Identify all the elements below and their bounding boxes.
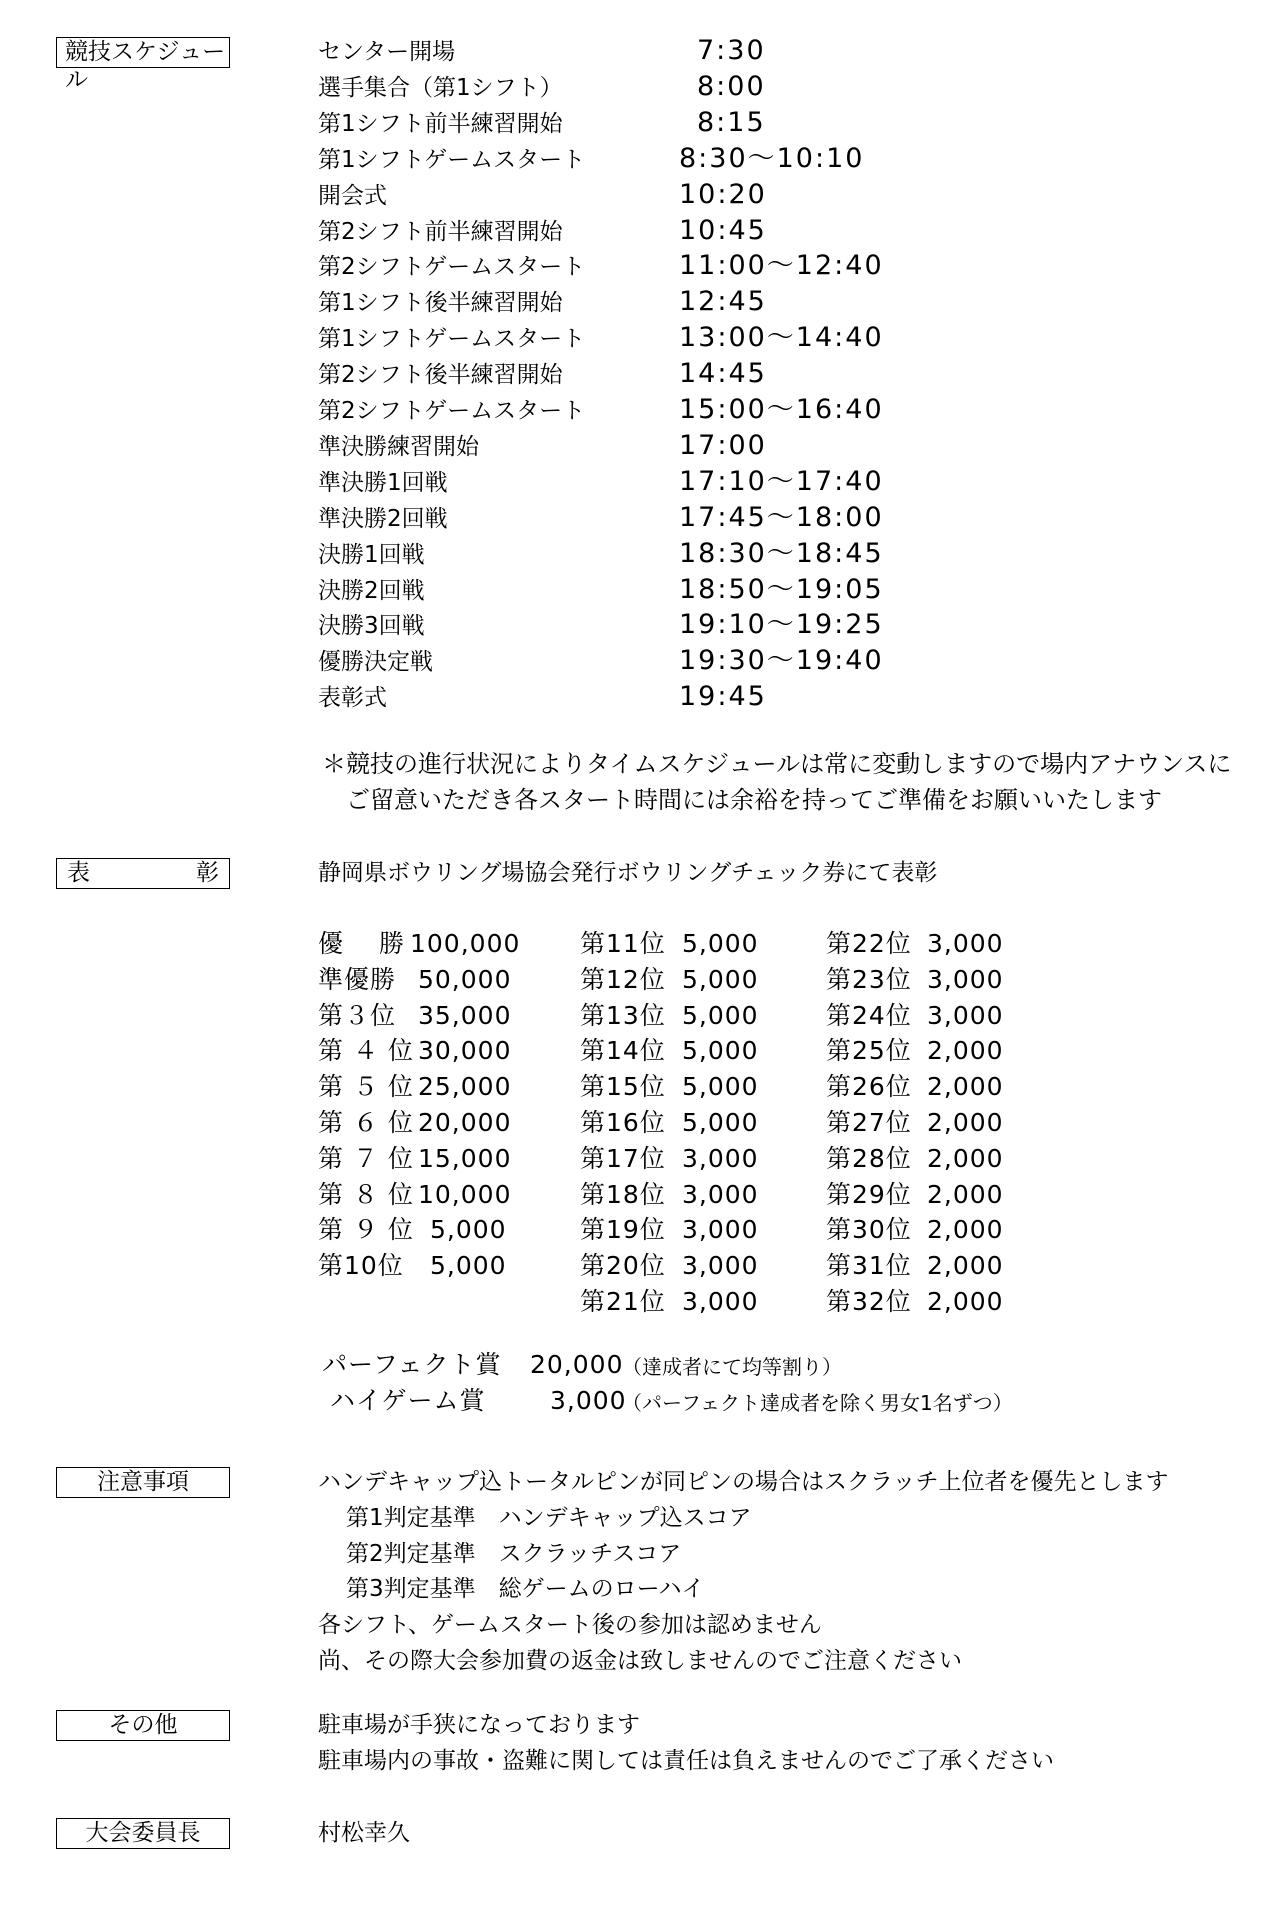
- award-amount: 50,000: [418, 964, 512, 994]
- schedule-note-line1: ＊競技の進行状況によりタイムスケジュールは常に変動しますので場内アナウンスに: [322, 750, 1232, 778]
- award-label-left: 表: [67, 860, 90, 886]
- award-rank: 第17位: [580, 1143, 666, 1173]
- award-amount: 3,000: [682, 1251, 759, 1281]
- schedule-time: 10:45: [679, 214, 767, 246]
- award-rank: 第 ４ 位: [318, 1036, 414, 1066]
- award-label-right: 彰: [196, 860, 219, 886]
- award-rank: 第11位: [580, 929, 666, 958]
- award-rank: 第10位: [318, 1251, 404, 1281]
- award-amount: 35,000: [418, 1000, 512, 1030]
- schedule-time: 19:10～19:25: [679, 609, 884, 641]
- schedule-time: 12:45: [679, 286, 767, 318]
- schedule-time: 8:30～10:10: [679, 142, 865, 174]
- schedule-event: 決勝2回戦: [318, 577, 425, 604]
- schedule-event: 表彰式: [318, 685, 387, 712]
- schedule-time: 10:20: [679, 178, 767, 210]
- award-amount: 15,000: [418, 1143, 512, 1173]
- schedule-event: 準決勝練習開始: [318, 433, 479, 460]
- schedule-event: 開会式: [318, 182, 387, 209]
- award-amount: 2,000: [927, 1179, 1004, 1209]
- schedule-time: 19:45: [679, 681, 767, 713]
- schedule-event: 第2シフト前半練習開始: [318, 218, 563, 245]
- caution-line: 第1判定基準 ハンデキャップ込スコア: [346, 1504, 752, 1531]
- award-amount: 3,000: [927, 1000, 1004, 1030]
- schedule-time: 17:00: [679, 429, 767, 461]
- award-rank: 第31位: [826, 1251, 912, 1281]
- schedule-event: 第1シフトゲームスタート: [318, 146, 586, 173]
- award-rank: 第15位: [580, 1072, 666, 1102]
- award-amount: 5,000: [682, 1108, 759, 1137]
- special-prize-note: （達成者にて均等割り）: [622, 1355, 842, 1379]
- award-rank: 第 ９ 位: [318, 1215, 414, 1245]
- other-line: 駐車場が手狭になっております: [318, 1712, 640, 1738]
- caution-line: ハンデキャップ込トータルピンが同ピンの場合はスクラッチ上位者を優先とします: [318, 1469, 1169, 1495]
- award-rank: 第19位: [580, 1215, 666, 1245]
- award-rank: 第21位: [580, 1287, 666, 1316]
- award-amount: 5,000: [682, 1072, 759, 1102]
- award-rank: 第 ８ 位: [318, 1179, 414, 1209]
- award-amount: 2,000: [927, 1072, 1004, 1102]
- award-amount: 2,000: [927, 1143, 1004, 1173]
- schedule-event: 第1シフト後半練習開始: [318, 290, 563, 317]
- other-label: その他: [56, 1710, 230, 1741]
- special-prize-amount: 20,000: [530, 1350, 624, 1379]
- special-prize-amount: 3,000: [550, 1386, 627, 1415]
- award-amount: 20,000: [418, 1108, 512, 1137]
- caution-line: 尚、その際大会参加費の返金は致しませんのでご注意ください: [318, 1648, 962, 1674]
- other-line: 駐車場内の事故・盗難に関しては責任は負えませんのでご了承ください: [318, 1748, 1054, 1774]
- award-rank: 第20位: [580, 1251, 666, 1281]
- award-rank: 第13位: [580, 1000, 666, 1030]
- special-prize-name: ハイゲーム賞: [330, 1386, 486, 1415]
- schedule-event: 優勝決定戦: [318, 649, 433, 676]
- schedule-time: 15:00～16:40: [679, 394, 884, 425]
- schedule-time: 17:45～18:00: [679, 501, 884, 533]
- schedule-event: 準決勝2回戦: [318, 505, 448, 532]
- award-rank: 第22位: [826, 929, 912, 958]
- schedule-time: 8:00: [697, 70, 766, 102]
- schedule-time: 17:10～17:40: [679, 465, 884, 497]
- award-amount: 10,000: [418, 1179, 512, 1209]
- award-amount: 2,000: [927, 1036, 1004, 1066]
- schedule-event: 第2シフトゲームスタート: [318, 398, 586, 424]
- award-rank: 第25位: [826, 1036, 912, 1066]
- caution-label: 注意事項: [56, 1467, 230, 1498]
- schedule-event: センター開場: [318, 39, 456, 65]
- award-rank: 第 ７ 位: [318, 1143, 414, 1173]
- award-amount: 2,000: [927, 1251, 1004, 1281]
- schedule-event: 第1シフト前半練習開始: [318, 110, 563, 137]
- schedule-time: 18:30～18:45: [679, 537, 884, 569]
- award-rank: 第12位: [580, 964, 666, 994]
- schedule-time: 14:45: [679, 358, 767, 390]
- award-amount: 2,000: [927, 1108, 1004, 1137]
- award-amount: 5,000: [682, 929, 759, 958]
- award-rank: 第32位: [826, 1287, 912, 1316]
- caution-line: 第2判定基準 スクラッチスコア: [346, 1540, 682, 1567]
- award-amount: 3,000: [927, 929, 1004, 958]
- chairman-label: 大会委員長: [56, 1818, 230, 1849]
- schedule-time: 8:15: [697, 106, 766, 138]
- schedule-note-line2: ご留意いただき各スタート時間には余裕を持ってご準備をお願いいたします: [346, 786, 1162, 814]
- award-amount: 25,000: [418, 1072, 512, 1102]
- award-amount: 2,000: [927, 1287, 1004, 1316]
- award-rank: 第 ５ 位: [318, 1072, 414, 1102]
- award-amount: 3,000: [682, 1143, 759, 1173]
- award-rank: 第29位: [826, 1179, 912, 1209]
- schedule-event: 選手集合（第1シフト）: [318, 74, 563, 101]
- award-rank: 第18位: [580, 1179, 666, 1209]
- schedule-time: 7:30: [697, 35, 766, 66]
- special-prize-note: （パーフェクト達成者を除く男女1名ずつ）: [622, 1391, 1013, 1415]
- award-rank: 第 ６ 位: [318, 1108, 414, 1137]
- chairman-name: 村松幸久: [318, 1820, 410, 1846]
- schedule-event: 準決勝1回戦: [318, 469, 448, 496]
- award-rank: 第30位: [826, 1215, 912, 1245]
- schedule-event: 決勝1回戦: [318, 541, 425, 568]
- award-amount: 3,000: [927, 964, 1004, 994]
- award-amount: 2,000: [927, 1215, 1004, 1245]
- award-amount: 100,000: [410, 929, 521, 958]
- schedule-time: 13:00～14:40: [679, 322, 884, 354]
- award-rank: 第28位: [826, 1143, 912, 1173]
- award-rank: 準優勝: [318, 964, 397, 994]
- award-amount: 3,000: [682, 1287, 759, 1316]
- schedule-time: 18:50～19:05: [679, 573, 884, 605]
- award-amount: 3,000: [682, 1179, 759, 1209]
- award-amount: 3,000: [682, 1215, 759, 1245]
- award-amount: 5,000: [430, 1215, 507, 1245]
- award-rank: 第16位: [580, 1108, 666, 1137]
- schedule-time: 11:00～12:40: [679, 250, 884, 282]
- schedule-event: 第1シフトゲームスタート: [318, 326, 586, 353]
- caution-line: 第3判定基準 総ゲームのローハイ: [346, 1576, 705, 1603]
- award-amount: 5,000: [430, 1251, 507, 1281]
- award-amount: 5,000: [682, 1036, 759, 1066]
- award-rank: 第24位: [826, 1000, 912, 1030]
- award-amount: 30,000: [418, 1036, 512, 1066]
- award-rank: 第26位: [826, 1072, 912, 1102]
- award-amount: 5,000: [682, 1000, 759, 1030]
- schedule-event: 第2シフトゲームスタート: [318, 254, 586, 281]
- award-rank: 第14位: [580, 1036, 666, 1066]
- schedule-event: 決勝3回戦: [318, 613, 425, 640]
- award-rank: 第23位: [826, 964, 912, 994]
- award-rank: 第27位: [826, 1108, 912, 1137]
- schedule-event: 第2シフト後半練習開始: [318, 362, 563, 389]
- schedule-label: 競技スケジュール: [56, 37, 230, 68]
- award-rank: 優 勝: [318, 929, 405, 958]
- award-rank: 第３位: [318, 1000, 397, 1030]
- award-intro: 静岡県ボウリング場協会発行ボウリングチェック券にて表彰: [318, 860, 938, 886]
- special-prize-name: パーフェクト賞: [322, 1350, 502, 1379]
- caution-line: 各シフト、ゲームスタート後の参加は認めません: [318, 1612, 822, 1639]
- award-label: [56, 858, 230, 889]
- award-amount: 5,000: [682, 964, 759, 994]
- schedule-time: 19:30～19:40: [679, 645, 884, 677]
